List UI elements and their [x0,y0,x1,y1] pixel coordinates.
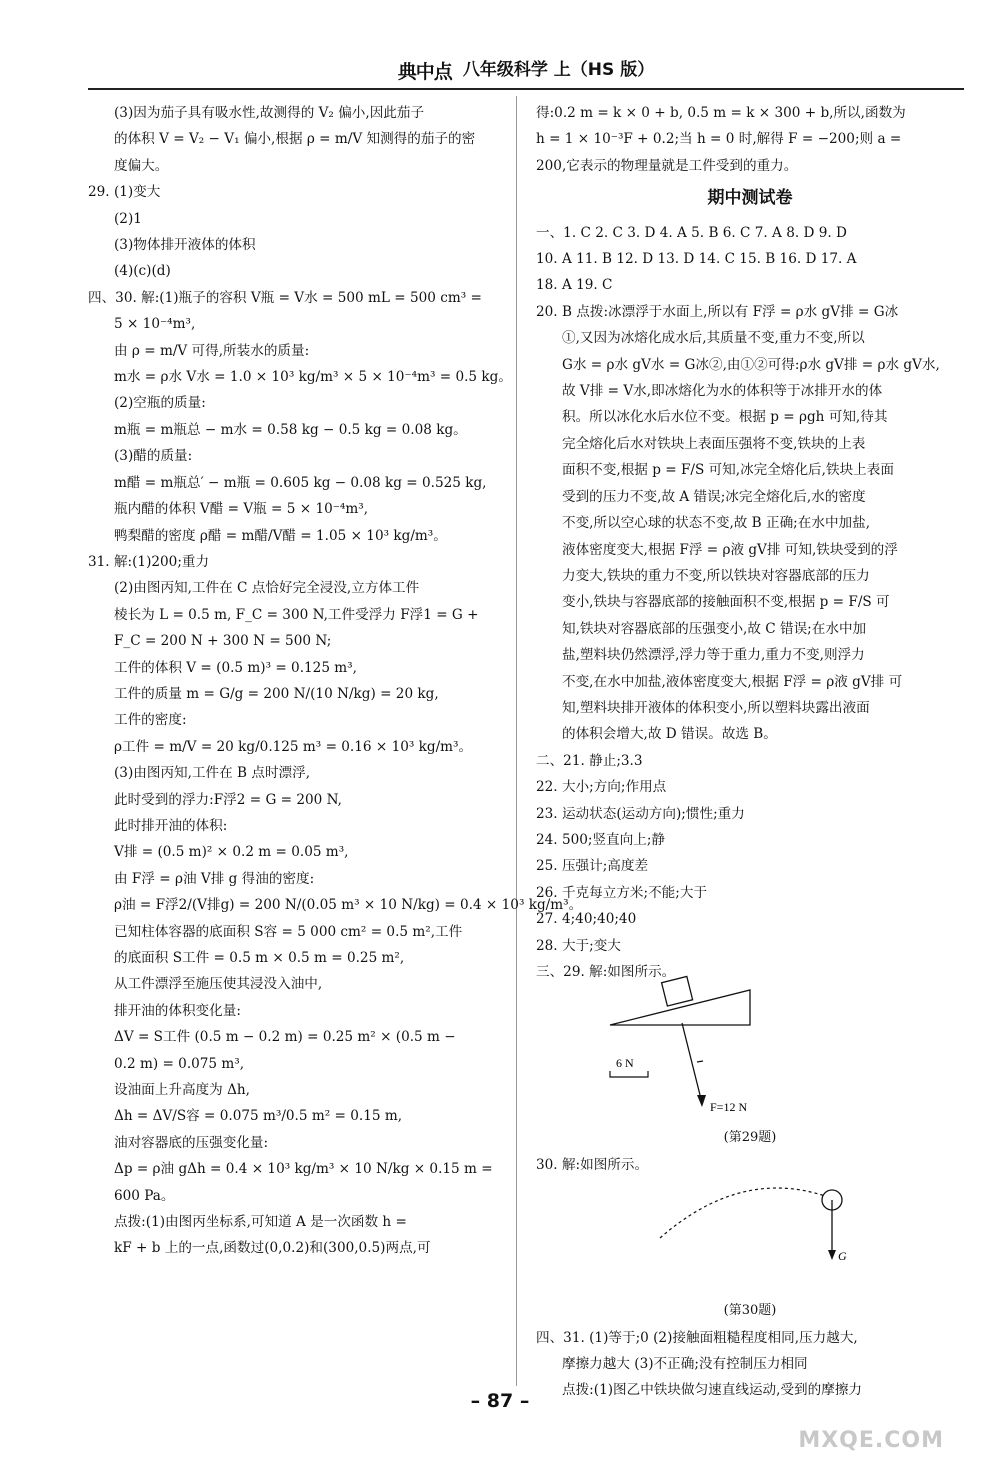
answer-line: ρ油 = F浮2/(V排g) = 200 N/(0.05 m³ × 10 N/kg) = 0.4 × 10³ kg/m³。 [114,897,583,914]
answer-line: 变小,铁块与容器底部的接触面积不变,根据 p = F/S 可 [562,594,890,611]
answer-line: 力变大,铁块的重力不变,所以铁块对容器底部的压力 [562,567,870,584]
answer-line: 工件的密度: [114,712,187,729]
answer-line: 知,塑料块排开液体的体积变小,所以塑料块露出液面 [562,699,870,716]
answer-line: 已知柱体容器的底面积 S容 = 5 000 cm² = 0.5 m²,工件 [114,923,463,940]
answer-line: 的体积 V = V₂ − V₁ 偏小,根据 ρ = m/V 知测得的茄子的密 [114,131,476,148]
figure-29-caption: (第29题) [723,1130,777,1146]
answer-line: Δh = ΔV/S容 = 0.075 m³/0.5 m² = 0.15 m, [114,1108,403,1125]
answer-line: kF + b 上的一点,函数过(0,0.2)和(300,0.5)两点,可 [114,1240,431,1257]
answer-line: m醋 = m瓶总′ − m瓶 = 0.605 kg − 0.08 kg = 0.525 kg, [114,474,487,491]
page-header-title: 八年级科学 上（HS 版） [462,60,655,80]
answer-line: (2)空瓶的质量: [114,395,206,412]
answer-line: (3)由图丙知,工件在 B 点时漂浮, [114,765,311,782]
answer-line: 二、21. 静止;3.3 [536,752,643,769]
figure-30-caption: (第30题) [723,1303,777,1319]
answer-line: 点拨:(1)由图丙坐标系,可知道 A 是一次函数 h = [114,1214,407,1231]
page-header [88,52,964,90]
answer-line: 盐,塑料块仍然漂浮,浮力等于重力,重力不变,则浮力 [562,647,865,664]
answer-line: 此时受到的浮力:F浮2 = G = 200 N, [114,791,342,808]
answer-line: 5 × 10⁻⁴m³, [114,316,196,333]
force-tick [697,1061,703,1062]
answer-line: 工件的质量 m = G/g = 200 N/(10 N/kg) = 20 kg, [114,685,439,702]
answer-line: 25. 压强计;高度差 [536,858,649,875]
answer-line: 600 Pa。 [114,1187,175,1204]
answer-line: 四、30. 解:(1)瓶子的容积 V瓶 = V水 = 500 mL = 500 cm³ = [88,289,482,306]
answer-line: 不变,所以空心球的状态不变,故 B 正确;在水中加盐, [562,515,871,532]
answer-line: 29. (1)变大 [88,184,161,201]
answer-line: 28. 大于;变大 [536,937,621,954]
force-label: F=12 N [710,1100,748,1115]
section-title: 期中测试卷 [707,188,793,209]
answer-line: h = 1 × 10⁻³F + 0.2;当 h = 0 时,解得 F = −200;则 a = [536,131,902,148]
answer-line: m水 = ρ水 V水 = 1.0 × 10³ kg/m³ × 5 × 10⁻⁴m³ = 0.5 kg。 [114,369,512,386]
answer-line: 22. 大小;方向;作用点 [536,779,667,796]
gravity-label: G [838,1249,847,1264]
answer-line: 24. 500;竖直向上;静 [536,831,666,848]
answer-line: 油对容器底的压强变化量: [114,1134,269,1151]
answer-line: 的底面积 S工件 = 0.5 m × 0.5 m = 0.25 m², [114,950,405,966]
force-arrowhead [697,1095,706,1107]
page-number: – 87 – [470,1390,530,1412]
figure-30 [536,1178,964,1324]
answer-line: 工件的体积 V = (0.5 m)³ = 0.125 m³, [114,659,357,676]
answer-line: 不变,在水中加盐,液体密度变大,根据 F浮 = ρ液 gV排 可 [562,673,903,690]
answer-line: 设油面上升高度为 Δh, [114,1082,250,1099]
answer-line: 31. 解:(1)200;重力 [88,553,210,570]
figure-29 [536,985,964,1151]
answer-line: ΔV = S工件 (0.5 m − 0.2 m) = 0.25 m² × (0.5 m − [114,1029,456,1046]
answer-line: (3)醋的质量: [114,448,193,465]
figure-30-diagram [600,1178,900,1298]
answer-line: (3)因为茄子具有吸水性,故测得的 V₂ 偏小,因此茄子 [114,105,425,121]
answer-line: 得:0.2 m = k × 0 + b, 0.5 m = k × 300 + b,所以,函数为 [536,105,906,121]
answer-line: V排 = (0.5 m)² × 0.2 m = 0.05 m³, [114,844,349,861]
answer-line: (2)1 [114,210,142,227]
answer-line: 受到的压力不变,故 A 错误;冰完全熔化后,水的密度 [562,488,866,505]
answer-line: (3)物体排开液体的体积 [114,237,256,254]
trajectory-path [660,1188,825,1238]
answer-line: m瓶 = m瓶总 − m水 = 0.58 kg − 0.5 kg = 0.08 kg。 [114,421,467,438]
answer-line: 故 V排 = V水,即冰熔化为水的体积等于冰排开水的体 [562,383,883,400]
answer-line: (2)由图丙知,工件在 C 点恰好完全浸没,立方体工件 [114,580,420,597]
scale-label: 6 N [616,1056,634,1071]
answer-line: 完全熔化后水对铁块上表面压强将不变,铁块的上表 [562,435,866,452]
answer-line: 0.2 m) = 0.075 m³, [114,1055,245,1072]
answer-line: 积。所以冰化水后水位不变。根据 p = ρgh 可知,待其 [562,409,888,426]
answer-line: ①,又因为冰熔化成水后,其质量不变,重力不变,所以 [562,330,865,347]
force-arrow-line [682,1023,702,1103]
answer-line: 18. A 19. C [536,277,613,294]
answer-line: 瓶内醋的体积 V醋 = V瓶 = 5 × 10⁻⁴m³, [114,501,369,518]
column-divider [516,96,517,1386]
scale-bar [610,1071,648,1077]
answer-line: 26. 千克每立方米;不能;大于 [536,884,708,901]
answer-line: 200,它表示的物理量就是工件受到的重力。 [536,157,798,174]
answer-line: 点拨:(1)图乙中铁块做匀速直线运动,受到的摩擦力 [562,1382,863,1399]
answer-line: 摩擦力越大 (3)不正确;没有控制压力相同 [562,1356,808,1373]
answer-line: 一、1. C 2. C 3. D 4. A 5. B 6. C 7. A 8. D 9. D [536,224,847,241]
answer-line: 排开油的体积变化量: [114,1002,241,1019]
gravity-arrowhead [828,1250,836,1260]
answer-line: 30. 解:如图所示。 [536,1156,649,1173]
answer-line: 由 F浮 = ρ油 V排 g 得油的密度: [114,870,315,887]
answer-line: 从工件漂浮至施压使其浸没入油中, [114,976,323,993]
answer-line: ρ工件 = m/V = 20 kg/0.125 m³ = 0.16 × 10³ kg/m³。 [114,738,473,755]
answer-line: 棱长为 L = 0.5 m, F_C = 300 N,工件受浮力 F浮1 = G + [114,606,479,623]
answer-line: 四、31. (1)等于;0 (2)接触面粗糙程度相同,压力越大, [536,1329,858,1346]
answer-line: 三、29. 解:如图所示。 [536,964,676,980]
answer-line: Δp = ρ油 gΔh = 0.4 × 10³ kg/m³ × 10 N/kg × 0.15 m = [114,1161,493,1178]
answer-line: 的体积会增大,故 D 错误。故选 B。 [562,726,777,743]
answer-line: 27. 4;40;40;40 [536,911,637,928]
answer-line: 20. B 点拨:冰漂浮于水面上,所以有 F浮 = ρ水 gV排 = G冰 [536,303,899,320]
publisher-logo: 典中点 [397,60,452,83]
figure-29-diagram [600,985,900,1125]
answer-line: 液体密度变大,根据 F浮 = ρ液 gV排 可知,铁块受到的浮 [562,541,898,558]
answer-line: G水 = ρ水 gV水 = G冰②,由①②可得:ρ水 gV排 = ρ水 gV水, [562,356,940,373]
answer-line: 此时排开油的体积: [114,817,228,834]
right-column [536,100,964,1404]
answer-line: 由 ρ = m/V 可得,所装水的质量: [114,342,310,359]
watermark-text: MXQE.COM [798,1428,944,1453]
answer-line: 知,铁块对容器底部的压强变小,故 C 错误;在水中加 [562,620,867,637]
answer-line: 度偏大。 [114,157,169,174]
answer-line: 10. A 11. B 12. D 13. D 14. C 15. B 16. D 17. A [536,251,857,268]
answer-line: F_C = 200 N + 300 N = 500 N; [114,633,332,650]
answer-line: 面积不变,根据 p = F/S 可知,冰完全熔化后,铁块上表面 [562,462,894,479]
answer-line: (4)(c)(d) [114,263,171,280]
answer-line: 鸭梨醋的密度 ρ醋 = m醋/V醋 = 1.05 × 10³ kg/m³。 [114,527,447,544]
answer-line: 23. 运动状态(运动方向);惯性;重力 [536,805,745,822]
